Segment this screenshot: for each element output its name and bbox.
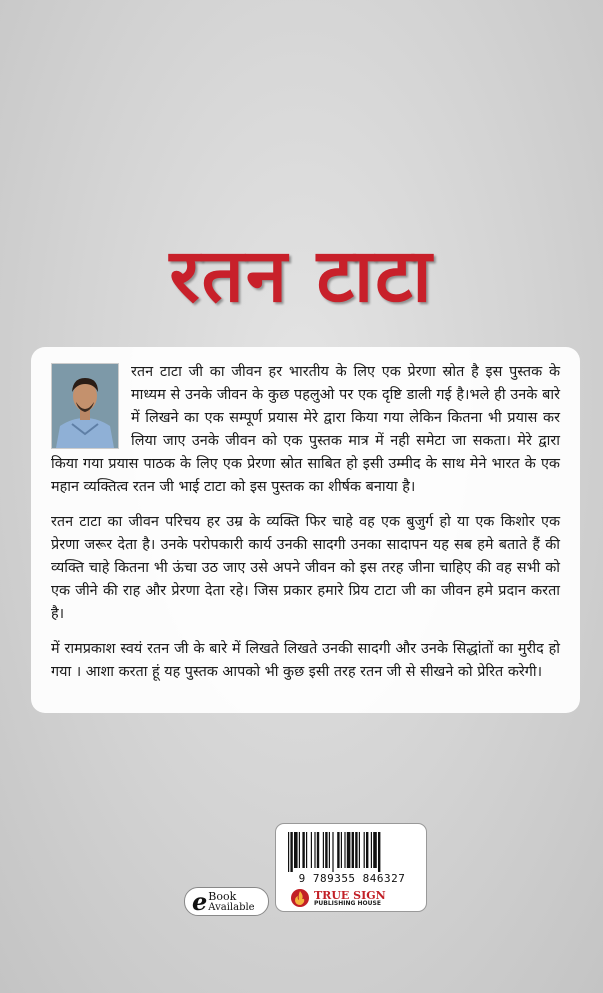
book-title: रतन टाटा: [169, 233, 434, 319]
author-photo: [51, 363, 119, 449]
isbn-number: 9 789355 846327: [298, 872, 406, 885]
publisher-logo: [290, 887, 386, 909]
barcode-icon: [288, 832, 416, 872]
ebook-available-badge: [184, 887, 269, 916]
blurb-paragraph-3: में रामप्रकाश स्वयं रतन जी के बारे में लिखते लिखते उनकी सादगी और उनके सिद्धांतों का मुरीद हो गया । आशा करता हूं यह पुस्तक आपको भी कुछ इसी तरह रतन जी से सीखने को प्रेरित करेगी।: [51, 641, 560, 680]
ebook-label-available: Available: [208, 901, 255, 913]
ebook-label-book: Book: [208, 889, 237, 903]
blurb-paragraph-2: रतन टाटा का जीवन परिचय हर उम्र के व्यक्ति फिर चाहे वह एक बुजुर्ग हो या एक किशोर एक प्रेरणा जरूर देता है। उनके परोपकारी कार्य उनकी सादगी उनका सादापन यह सब हमे बताते हैं की व्यक्ति चाहे कितना भी ऊंचा उठ जाए उसे अपने जीवन को इस तरह जीना चाहिए की वह सभी को एक जीने की राह और प्रेरणा देता रहे। जिस प्रकार हमारे प्रिय टाटा जी का जीवन हमे प्रदान करता है।: [51, 514, 560, 622]
flame-logo-icon: [290, 888, 310, 908]
blurb-panel: [31, 347, 580, 713]
publisher-subtitle: PUBLISHING HOUSE: [314, 899, 381, 907]
isbn-barcode-box: [275, 823, 427, 912]
publisher-name: TRUE SIGN: [314, 888, 386, 902]
blurb-paragraph-1: रतन टाटा जी का जीवन हर भारतीय के लिए एक प्रेरणा स्रोत है इस पुस्तक के माध्यम से उनके जीवन के कुछ पहलुओ पर एक दृष्टि डाली गई है।भले ही उनके बारे में लिखने का एक सम्पूर्ण प्रयास मेरे द्वारा किया गया लेकिन कितना भी प्रयास कर लिया जाए उनके जीवन को एक पुस्तक मात्र में नही समेटा जा सकता। मेरे द्वारा किया गया प्रयास पाठक के लिए एक प्रेरणा स्रोत साबित हो इसी उम्मीद के साथ मेने भारत के एक महान व्यक्तित्व रतन जी भाई टाटा को इस पुस्तक का शीर्षक बनाया है।: [51, 364, 560, 495]
ebook-e-icon: e: [192, 886, 208, 916]
author-photo-illustration: [52, 364, 118, 448]
